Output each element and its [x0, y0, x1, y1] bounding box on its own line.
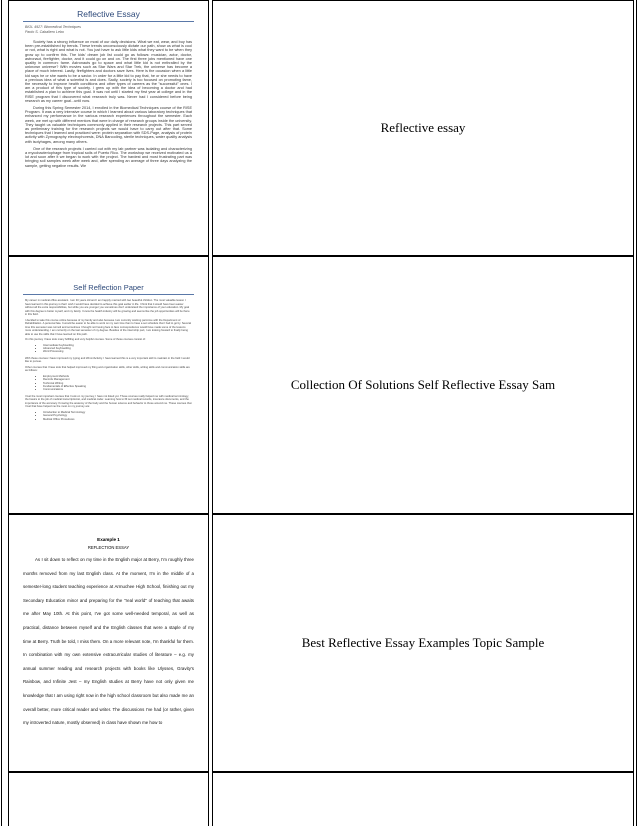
- list-item: • Word Processing: [43, 350, 192, 353]
- paragraph: On this journey I have took many fulfilling and very helpful courses. Some of those courses consist of:: [25, 338, 146, 341]
- caption-cell-1: [212, 0, 634, 256]
- list-item: • Technical Writing: [43, 382, 192, 385]
- list-item: • Medical Office Procedures: [43, 418, 192, 421]
- paragraph: Other courses that I have took that helped improved my filing and organization skills, other skills, writing skills and communication skills are as follows:: [25, 365, 190, 373]
- paragraph: My career in medical office assistant. I am 30 years old and I am happily married with two beautiful children. The most valuable lesson I have learned in this journey is that I wish I would have decided to achieve this goal earlier in life. I think that it would have been easier without all the extra responsibilities, but while you are younger you sometimes don't understand the importance of your education. My goal with this degree is better myself, and my family. I know the health industry will be growing and seems like the job opportunities will be there in this field.: [25, 299, 190, 316]
- document-thumbnail-example-1: [13, 519, 204, 767]
- caption-text[interactable]: Reflective essay: [380, 120, 466, 135]
- gallery-row-3: [2, 514, 636, 772]
- thumbnail-frame-4[interactable]: [8, 772, 209, 826]
- list-item: • Employment Methods: [43, 375, 192, 378]
- list-item: • Advanced Keyboarding: [43, 347, 192, 350]
- gallery-grid: [1, 0, 637, 826]
- thumbnail-body: [23, 553, 194, 730]
- caption-text[interactable]: Best Reflective Essay Examples Topic Sample: [301, 635, 545, 650]
- caption-cell-3: [212, 514, 634, 772]
- title-rule: [23, 294, 194, 295]
- gallery-row-2: [2, 256, 636, 514]
- thumbnail-author: Paolo S. Caballero Lebo: [25, 29, 64, 34]
- thumbnail-body: [25, 40, 192, 168]
- thumbnail-course: BIOL 4927: Biomedical Techniques: [25, 25, 81, 29]
- course-list: [43, 375, 192, 392]
- list-item: • General Psychology: [43, 414, 192, 417]
- thumbnail-frame-1[interactable]: [8, 0, 209, 256]
- caption-text[interactable]: Collection Of Solutions Self Reflective Essay Sam: [290, 377, 556, 392]
- paragraph: Society has a strong influence on most of our daily decisions. What we eat, wear, and buy has been pre-established by trends. These trends unconsciously dictate our path, show us what is cool or not, what is right and what is not. You just have to ask little kids what they want to be when they grow up to confirm this. The kids' dream job list could go as follows: musician, actor, doctor, astronaut, firefighter, doctor, and it could go on and on. The first three jobs mentioned have one quality in common: fame. Astronauts go to space and what little kid is not enthralled by the unknown universe? With movies such as Star Wars and Star Trek, the universe has become a place of much interest. Lastly, firefighters and doctors save lives. Here is the occasion when a little kid says he or she wants to be a savior. In order for a little kid to pay that, he or she needs to have a previous idea of what a scientist is and does. Sadly, society is too focused on promoting fame, the necessity to improve health conditions and other types of careers as the "successful" ones. I am a product of this type of society. I grew up with the idea of becoming a doctor and had established a plan to achieve this goal. It was not until I started my first year at college and in the RISE program that I discovered what research truly was. Never had I considered before being research as my career goal...until now.: [25, 40, 192, 103]
- caption-cell-4: [212, 772, 634, 826]
- document-thumbnail-self-reflection: [13, 261, 204, 509]
- paragraph: I decided to take this course online because of my family and also because I am currently working part-time with the Department of Rehabilitation. A personal fate. It would be easier to be able to work on my own time than to have a set schedule that I had to go by. Several time this semester was turmoil and sometimes I thought not having face to face correspondence would have made some of the lessons more understanding. I am currently on the last semester of my degree. Besides of the internship part, I am looking forward to finally being able to use the skills that I have learned on this path.: [25, 318, 191, 336]
- list-item: • Communications: [43, 388, 192, 391]
- list-item: • Records Management: [43, 378, 192, 381]
- list-item: • Fundamentals of Effective Speaking: [43, 385, 192, 388]
- list-item: • Intermediate Keyboarding: [43, 344, 192, 347]
- paragraph: During this Spring Semester 2014, I enrolled in the Biomedical Techniques course of the RISE Program. It was a very intensive course in which I learned about various laboratory techniques that enhanced my performance in the various research experiences throughout the semester. Each week, we met up with different mentors that were in charge of research groups inside the university. They taught us valuable techniques commonly applied in their research projects. This part served as preliminary training for the research projects we would have to carry out after that. Some techniques that I learned and practiced were: protein separation with SDS-Page, analysis of protein activity with Zymography electrophoresis, DNA Barcoding, sterile techniques, water quality analysis with isotyhages, among many others.: [25, 106, 193, 144]
- thumbnail-subheading: REFLECTION ESSAY: [87, 545, 130, 550]
- title-rule: [23, 21, 194, 22]
- caption-cell-2: [212, 256, 634, 514]
- gallery-row-1: [2, 0, 636, 256]
- thumbnail-body: [25, 299, 192, 421]
- paragraph: As I sit down to reflect on my time in the English major at Berry, I'm roughly three months removed from my last English class. At the moment, I'm in the middle of a semester-long student teaching experience at Armuchee High School, finishing out my Secondary Education minor and preparing for the "real world" of teaching that awaits me after May 10th. At this point, I've got some well-needed temporal, as well as practical, distance between myself and the English classes that were a staple of my time at Berry. Truth be told, I miss them. On a more relevant note, I'm thankful for them. In combination with my own extensive extracurricular studies of literature – e.g. my annual summer reading and research projects with books like Ulysses, Gravity's Rainbow, and Infinite Jest – my English studies at Berry have not only given me knowledge that I am using right now in the high school classroom but also made me an overall better, more critical reader and writer. The discussions I've had (or rather, given my introverted nature, mostly observed) in class have shown me how to: [23, 557, 194, 726]
- thumbnail-heading: Example 1: [97, 537, 120, 542]
- thumbnail-title: Self Reflection Paper: [73, 283, 144, 292]
- thumbnail-frame-2[interactable]: [8, 256, 209, 514]
- thumbnail-frame-3[interactable]: [8, 514, 209, 772]
- list-item: • Introduction to Medical Terminology: [43, 411, 192, 414]
- paragraph: One of the research projects I carried out with my lab partner was isolating and characterizing a mycobacteriophage from tropical soils of Puerto Rico. The workshop we received motivated us a lot and soon after it we began to work with the project. The hardest and most frustrating part was bringing soil samples week after week and, after spending an average of three days analyzing the sample, getting negative results. We: [25, 146, 192, 168]
- paragraph: With these courses I have improved my typing and Wmm/Activity. I have learned this is a very important skill to maintain in the field I would like to pursue.: [25, 356, 190, 364]
- gallery-row-4: [2, 772, 636, 826]
- paragraph: I feel the most important courses that I took on my journey, I have not listed yet. These courses really helped me with medical terminology, the basics to the job of medical transcriptionist, and medical coder. Learning how to fill out medical records, insurance documents, and the importance of the accuracy. Knowing the anatomy of the body and the human science and behavior to those around me. These courses that I feel that have helped me the most on my journey are:: [25, 394, 192, 409]
- course-list: [43, 344, 192, 354]
- course-list: [43, 411, 192, 421]
- document-thumbnail-reflective-essay: [13, 5, 204, 251]
- thumbnail-title: Reflective Essay: [77, 9, 140, 19]
